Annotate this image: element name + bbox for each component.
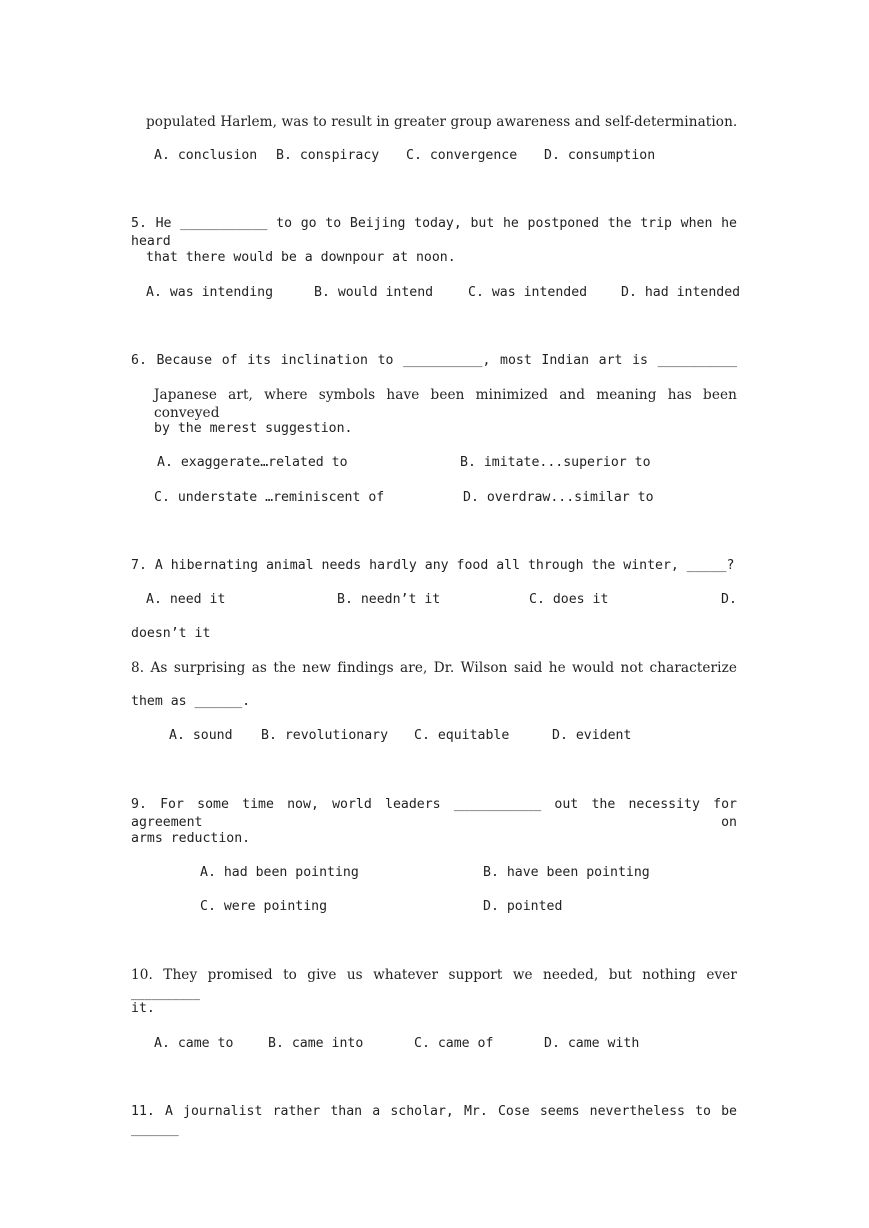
q7-option-d[interactable]: D. — [721, 592, 737, 607]
q4-option-a[interactable]: A. conclusion — [154, 148, 258, 163]
q10-option-b[interactable]: B. came into — [268, 1036, 364, 1051]
q10-stem: 10. They promised to give us whatever support we needed, but nothing ever __________ — [131, 967, 737, 1001]
q6-stem-cont-1: Japanese art, where symbols have been minimized and meaning has been conveyed — [154, 387, 737, 421]
q5-option-b[interactable]: B. would intend — [314, 285, 434, 300]
q8-option-d[interactable]: D. evident — [552, 728, 632, 743]
q9-stem: 9. For some time now, world leaders ___________ out the necessity for agreement on — [131, 797, 737, 830]
q6-stem-cont-2: by the merest suggestion. — [154, 421, 353, 436]
q7-option-d-text[interactable]: doesn’t it — [131, 626, 211, 641]
q5-stem: 5. He ___________ to go to Beijing today, but he postponed the trip when he heard — [131, 216, 737, 249]
q6-option-a[interactable]: A. exaggerate…related to — [157, 455, 348, 470]
q5-option-a[interactable]: A. was intending — [146, 285, 274, 300]
q4-option-b[interactable]: B. conspiracy — [276, 148, 380, 163]
q5-stem-cont: that there would be a downpour at noon. — [146, 250, 456, 265]
q8-option-a[interactable]: A. sound — [169, 728, 233, 743]
q4-continuation: populated Harlem, was to result in greater group awareness and self-determination. — [146, 114, 738, 130]
q7-option-b[interactable]: B. needn’t it — [337, 592, 441, 607]
q10-option-a[interactable]: A. came to — [154, 1036, 234, 1051]
q6-option-b[interactable]: B. imitate...superior to — [460, 455, 651, 470]
q8-option-b[interactable]: B. revolutionary — [261, 728, 389, 743]
q10-stem-cont: it. — [131, 1001, 155, 1016]
q7-option-c[interactable]: C. does it — [529, 592, 609, 607]
q10-option-c[interactable]: C. came of — [414, 1036, 494, 1051]
q8-option-c[interactable]: C. equitable — [414, 728, 510, 743]
q9-option-b[interactable]: B. have been pointing — [483, 865, 650, 880]
q9-option-c[interactable]: C. were pointing — [200, 899, 328, 914]
q9-option-d[interactable]: D. pointed — [483, 899, 563, 914]
q7-option-a[interactable]: A. need it — [146, 592, 226, 607]
q6-option-d[interactable]: D. overdraw...similar to — [463, 490, 654, 505]
q8-stem: 8. As surprising as the new findings are, Dr. Wilson said he would not characterize — [131, 660, 737, 676]
q6-option-c[interactable]: C. understate …reminiscent of — [154, 490, 385, 505]
q4-option-d[interactable]: D. consumption — [544, 148, 656, 163]
q9-option-a[interactable]: A. had been pointing — [200, 865, 359, 880]
q4-option-c[interactable]: C. convergence — [406, 148, 518, 163]
q11-stem: 11. A journalist rather than a scholar, Mr. Cose seems nevertheless to be ______ — [131, 1104, 737, 1137]
q5-option-c[interactable]: C. was intended — [468, 285, 588, 300]
q8-stem-cont: them as ______. — [131, 694, 251, 709]
q10-option-d[interactable]: D. came with — [544, 1036, 640, 1051]
q9-stem-cont: arms reduction. — [131, 831, 251, 846]
q7-stem: 7. A hibernating animal needs hardly any food all through the winter, _____? — [131, 558, 735, 573]
q5-option-d[interactable]: D. had intended — [621, 285, 741, 300]
q6-stem: 6. Because of its inclination to __________, most Indian art is __________ — [131, 353, 737, 368]
